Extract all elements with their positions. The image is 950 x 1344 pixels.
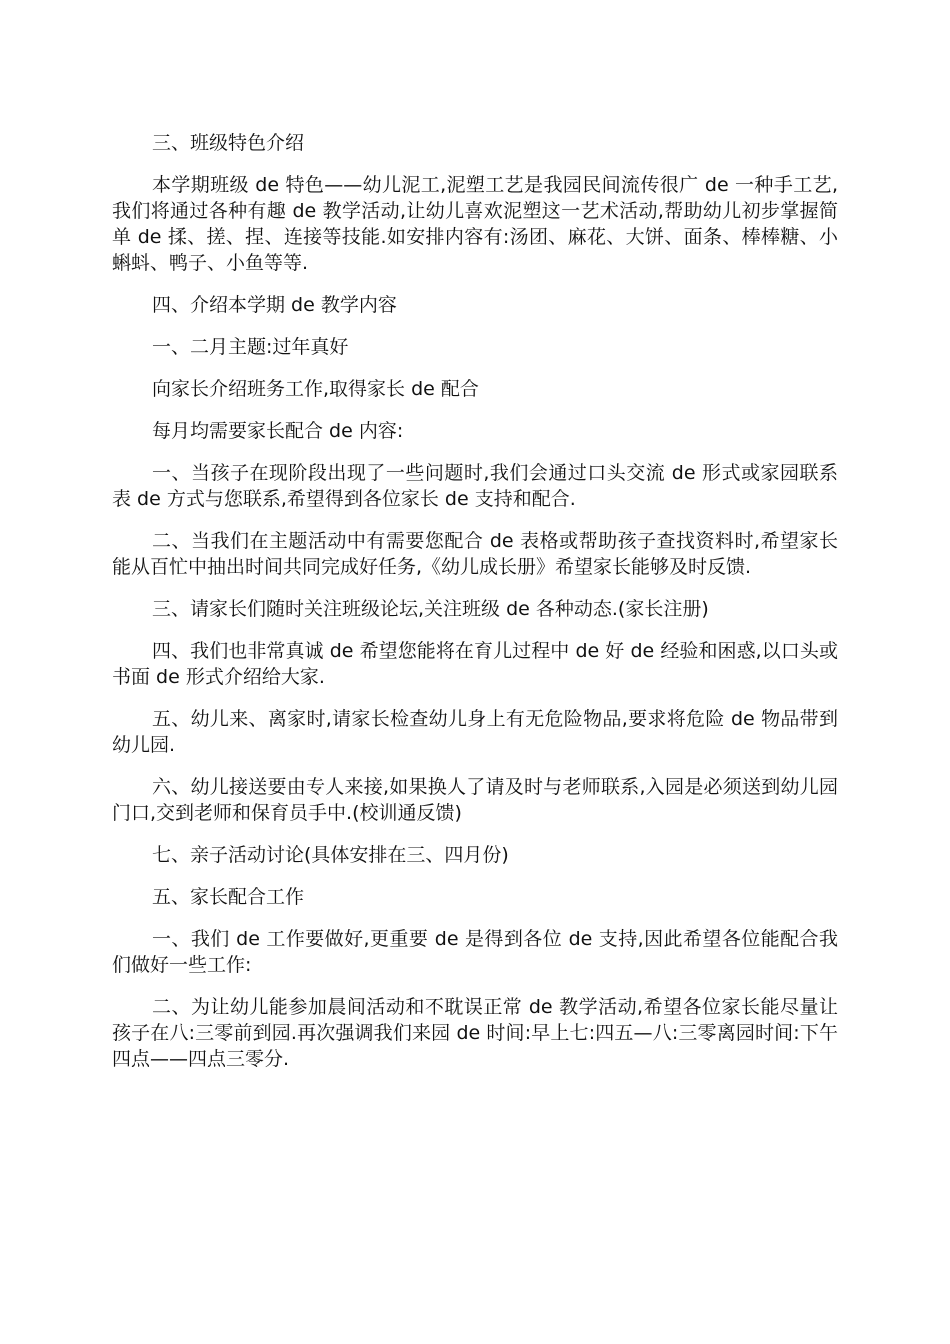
paragraph-class-features: 本学期班级 de 特色——幼儿泥工,泥塑工艺是我园民间流传很广 de 一种手工艺,我们将通过各种有趣 de 教学活动,让幼儿喜欢泥塑这一艺术活动,帮助幼儿初步掌握简单 de 揉、搓、捏、连接等技能.如安排内容有:汤团、麻花、大饼、面条、棒棒糖、小蝌蚪、鸭子、小鱼等等. xyxy=(112,174,838,274)
section-heading-parent-cooperation: 五、家长配合工作 xyxy=(152,886,305,908)
list-item-3: 三、请家长们随时关注班级论坛,关注班级 de 各种动态.(家长注册) xyxy=(152,598,709,620)
cooperation-item-1: 一、我们 de 工作要做好,更重要 de 是得到各位 de 支持,因此希望各位能配合我们做好一些工作: xyxy=(112,928,838,976)
list-item-5: 五、幼儿来、离家时,请家长检查幼儿身上有无危险物品,要求将危险 de 物品带到幼儿园. xyxy=(112,708,838,756)
paragraph-february-theme: 一、二月主题:过年真好 xyxy=(152,336,349,358)
paragraph-monthly-cooperation: 每月均需要家长配合 de 内容: xyxy=(152,420,404,442)
paragraph-introduce-class-work: 向家长介绍班务工作,取得家长 de 配合 xyxy=(152,378,479,400)
list-item-4: 四、我们也非常真诚 de 希望您能将在育儿过程中 de 好 de 经验和困惑,以口头或书面 de 形式介绍给大家. xyxy=(112,640,838,688)
cooperation-item-2: 二、为让幼儿能参加晨间活动和不耽误正常 de 教学活动,希望各位家长能尽量让孩子在八:三零前到园.再次强调我们来园 de 时间:早上七:四五—八:三零离园时间:下午四点——四点三零分. xyxy=(112,996,838,1070)
document-body xyxy=(112,130,838,1072)
section-heading-teaching-content: 四、介绍本学期 de 教学内容 xyxy=(152,294,397,316)
list-item-6: 六、幼儿接送要由专人来接,如果换人了请及时与老师联系,入园是必须送到幼儿园门口,交到老师和保育员手中.(校训通反馈) xyxy=(112,776,838,824)
list-item-7: 七、亲子活动讨论(具体安排在三、四月份) xyxy=(152,844,509,866)
list-item-1: 一、当孩子在现阶段出现了一些问题时,我们会通过口头交流 de 形式或家园联系表 de 方式与您联系,希望得到各位家长 de 支持和配合. xyxy=(112,462,838,510)
section-heading-class-features: 三、班级特色介绍 xyxy=(152,132,305,154)
list-item-2: 二、当我们在主题活动中有需要您配合 de 表格或帮助孩子查找资料时,希望家长能从百忙中抽出时间共同完成好任务,《幼儿成长册》希望家长能够及时反馈. xyxy=(112,530,838,578)
